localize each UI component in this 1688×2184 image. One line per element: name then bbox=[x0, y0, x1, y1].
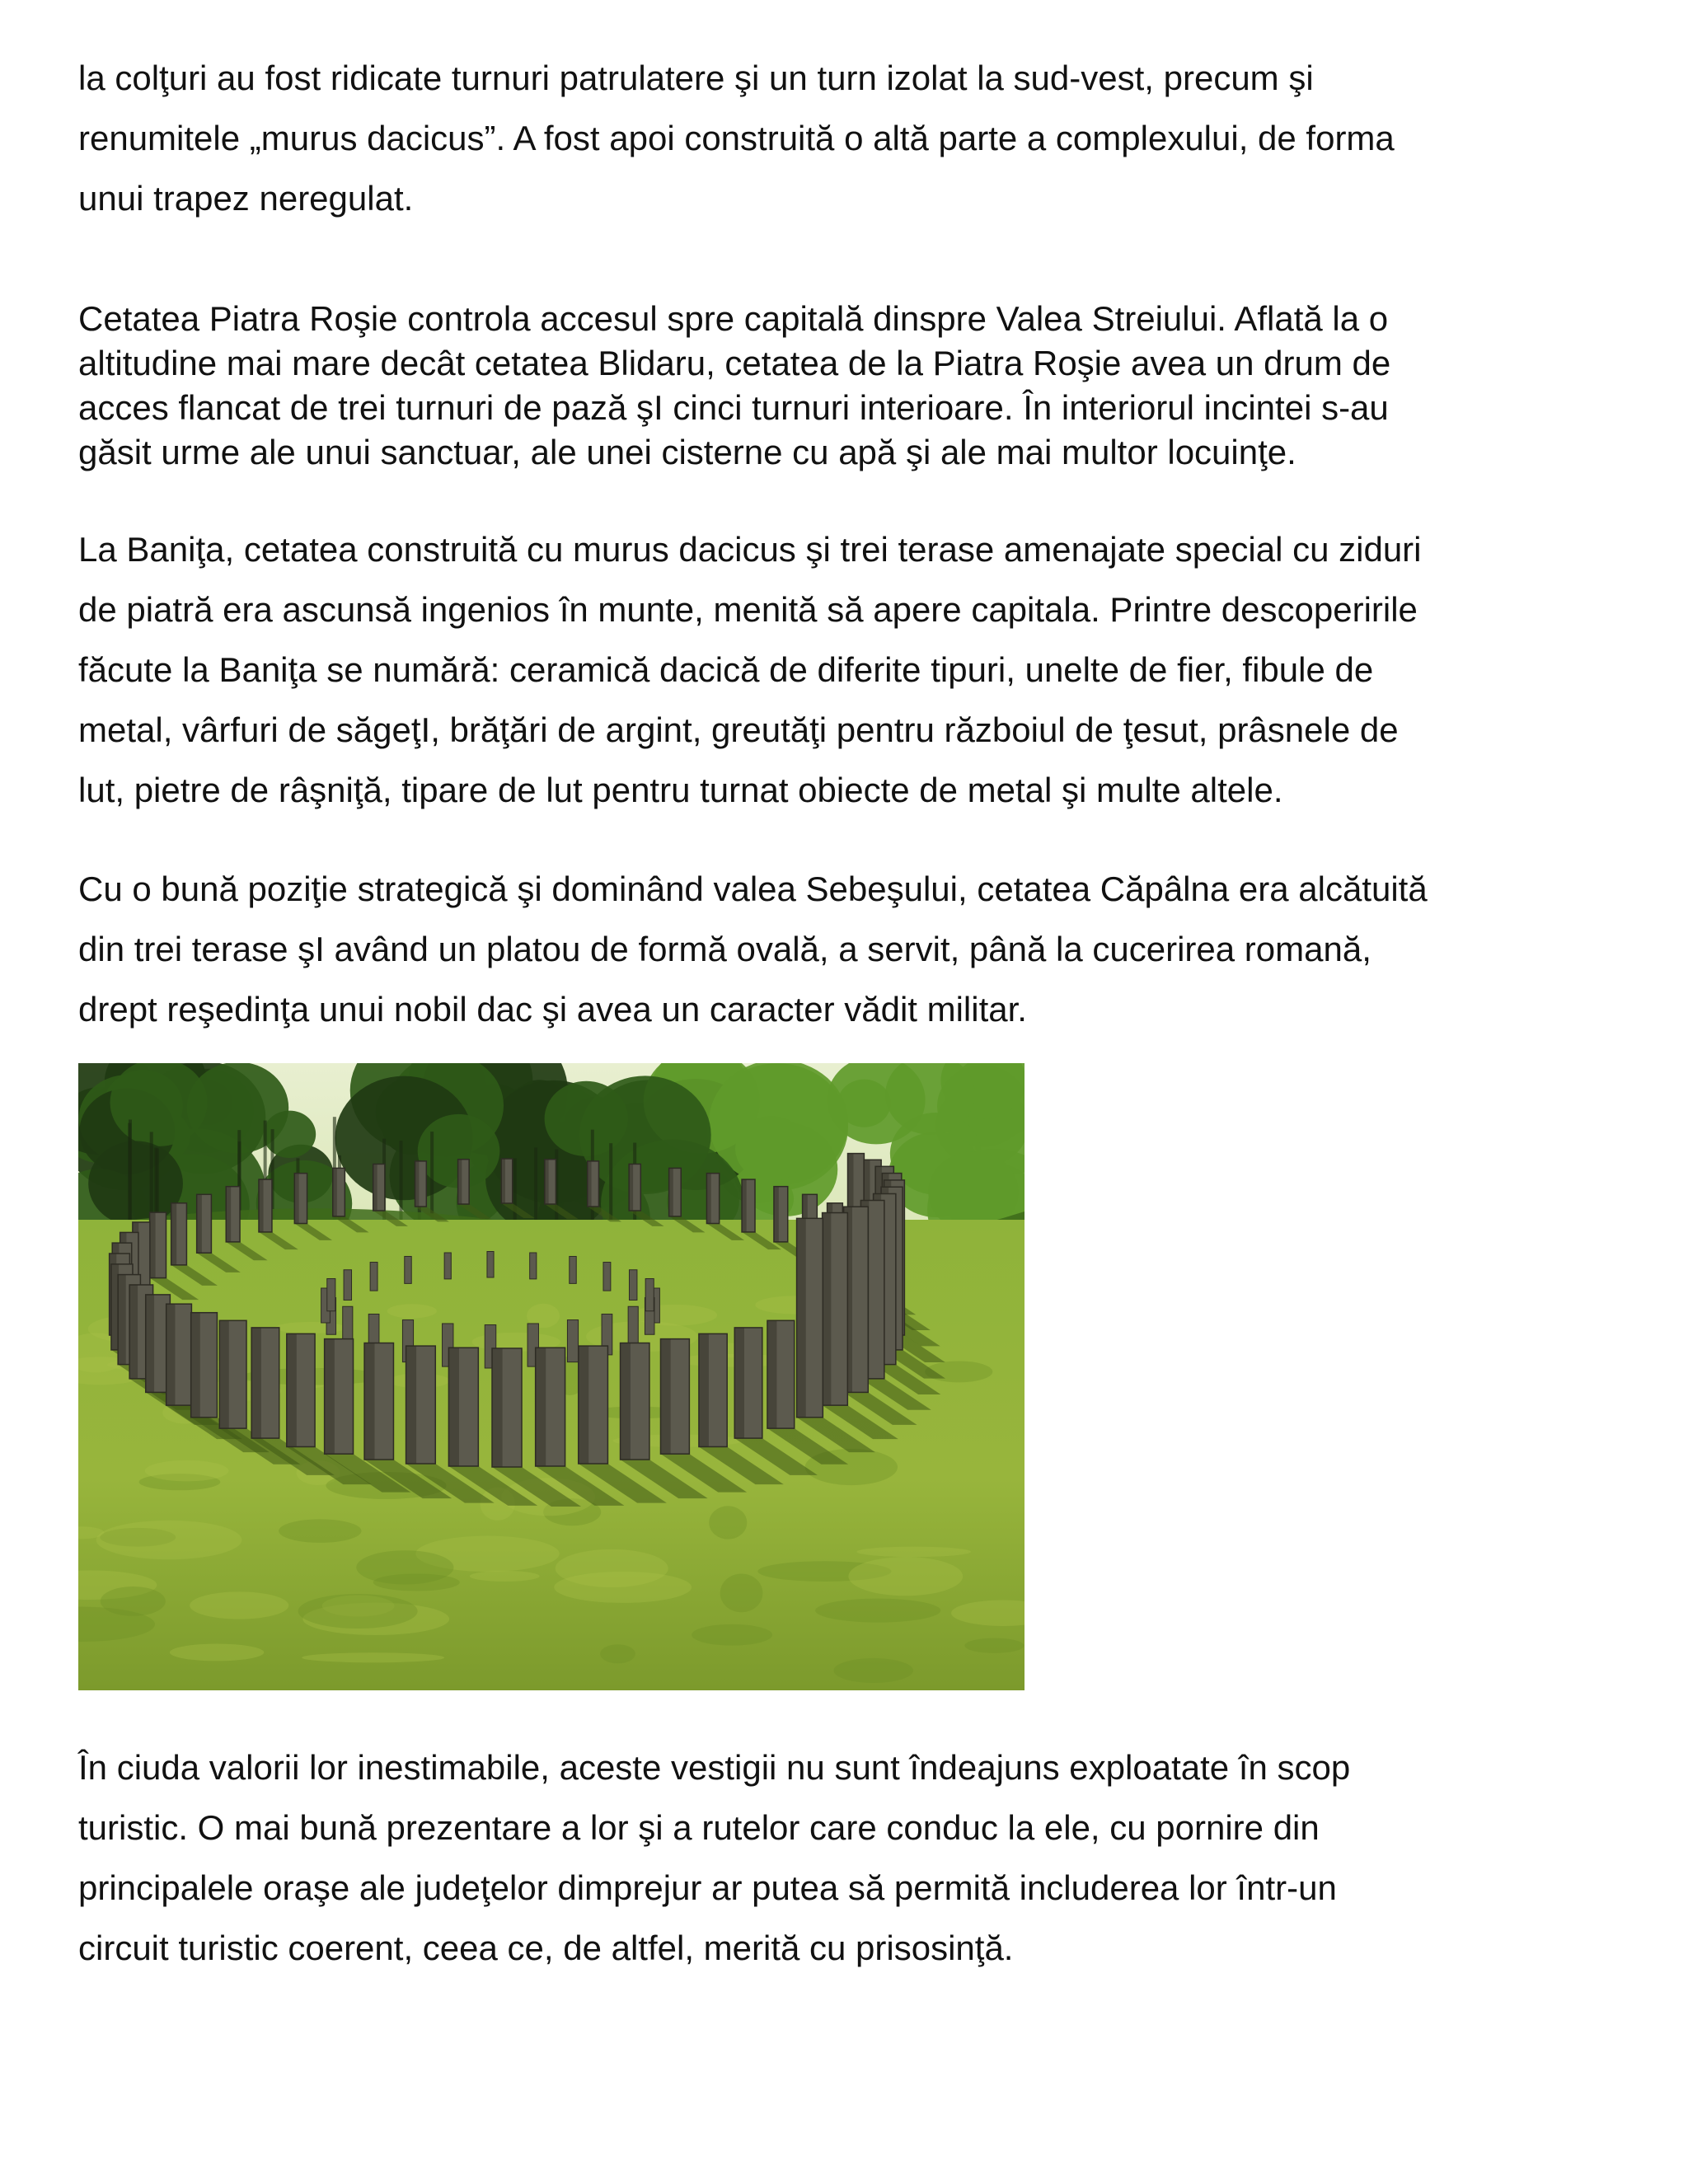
post-shade bbox=[191, 1313, 200, 1418]
grass-patch bbox=[692, 1624, 772, 1646]
post-shade bbox=[492, 1348, 503, 1467]
grass-patch bbox=[964, 1638, 1024, 1653]
post-shade bbox=[325, 1339, 335, 1455]
post-shade bbox=[501, 1159, 505, 1203]
text-line: la colţuri au fost ridicate turnuri patrulatere şi un turn izolat la sud-vest, precum şi bbox=[78, 59, 1314, 97]
inner-post bbox=[567, 1320, 578, 1362]
text-line: În ciuda valorii lor inestimabile, aceste vestigii nu sunt îndeajuns exploatate în scop bbox=[78, 1748, 1351, 1787]
paragraph-banita bbox=[78, 519, 1644, 820]
grass-patch bbox=[302, 1652, 444, 1662]
post-shade bbox=[774, 1187, 779, 1242]
text-line: metal, vârfuri de săgeţI, brăţări de argint, greutăţi pentru războiul de ţesut, prâsnele de bbox=[78, 710, 1399, 749]
post-shade bbox=[458, 1160, 462, 1204]
text-line: unui trapez neregulat. bbox=[78, 179, 414, 218]
grass-patch bbox=[387, 1304, 437, 1318]
inner-post bbox=[327, 1278, 335, 1310]
text-line: renumitele „murus dacicus”. A fost apoi construită o altă parte a complexului, de forma bbox=[78, 119, 1395, 157]
post-shade bbox=[699, 1333, 709, 1446]
text-line: circuit turistic coerent, ceea ce, de altfel, merită cu prisosinţă. bbox=[78, 1929, 1014, 1967]
inner-post bbox=[530, 1253, 537, 1279]
post-shade bbox=[373, 1164, 377, 1211]
text-line: altitudine mai mare decât cetatea Blidaru, cetatea de la Piatra Roşie avea un drum de bbox=[78, 344, 1391, 382]
post-shade bbox=[767, 1320, 776, 1428]
post-shade bbox=[150, 1212, 156, 1277]
post-shade bbox=[742, 1179, 747, 1232]
post-shade bbox=[579, 1346, 589, 1464]
grass-patch bbox=[856, 1547, 971, 1558]
grass-patch bbox=[815, 1599, 940, 1623]
grass-patch bbox=[709, 1506, 747, 1539]
paragraph-piatra-rosie bbox=[78, 297, 1644, 475]
post-shade bbox=[364, 1343, 374, 1460]
text-line: Cetatea Piatra Roşie controla accesul spre capitală dinspre Valea Streiului. Aflată la o bbox=[78, 299, 1389, 338]
post-shade bbox=[226, 1187, 231, 1242]
tree-canopy bbox=[735, 1116, 808, 1181]
grass-patch bbox=[279, 1519, 361, 1543]
text-line: turistic. O mai bună prezentare a lor şi a rutelor care conduc la ele, cu pornire din bbox=[78, 1808, 1320, 1847]
post-shade bbox=[333, 1168, 337, 1216]
paragraph-tourism bbox=[78, 1737, 1644, 1978]
text-line: de piatră era ascunsă ingenios în munte, menită să apere capitala. Printre descoperirile bbox=[78, 590, 1418, 629]
post-shade bbox=[629, 1164, 633, 1211]
post-shade bbox=[545, 1160, 549, 1204]
post-shade bbox=[536, 1347, 546, 1466]
text-line: drept reşedinţa unui nobil dac şi avea un caracter vădit militar. bbox=[78, 990, 1027, 1029]
paragraph-towers bbox=[78, 48, 1644, 228]
post-shade bbox=[294, 1174, 298, 1224]
post-shade bbox=[287, 1333, 297, 1446]
post-shade bbox=[588, 1161, 592, 1207]
inner-post bbox=[628, 1306, 638, 1345]
post-shade bbox=[259, 1179, 264, 1232]
text-line: lut, pietre de râşniţă, tipare de lut pentru turnat obiecte de metal şi multe altele. bbox=[78, 771, 1283, 809]
text-line: principalele oraşe ale judeţelor dimprejur ar putea să permită includerea lor într-un bbox=[78, 1868, 1337, 1907]
sanctuary-illustration bbox=[78, 1063, 1025, 1690]
post-shade bbox=[734, 1328, 744, 1438]
inner-post bbox=[344, 1270, 351, 1301]
inner-post bbox=[603, 1263, 611, 1291]
grass-patch bbox=[190, 1591, 288, 1619]
post-shade bbox=[415, 1161, 420, 1207]
text-line: făcute la Baniţa se numără: ceramică dacică de diferite tipuri, unelte de fier, fibule de bbox=[78, 650, 1374, 689]
grass-patch bbox=[101, 1586, 166, 1616]
grass-patch bbox=[170, 1644, 264, 1661]
post-shade bbox=[197, 1194, 202, 1253]
tree-trunk bbox=[129, 1119, 132, 1235]
inner-post bbox=[370, 1263, 377, 1291]
post-shade bbox=[118, 1275, 126, 1365]
sanctuary-photo bbox=[78, 1063, 1025, 1690]
post-shade bbox=[219, 1320, 228, 1428]
post-shade bbox=[129, 1285, 138, 1379]
grass-patch bbox=[356, 1550, 453, 1584]
post-shade bbox=[251, 1328, 261, 1438]
post-shade bbox=[406, 1346, 417, 1464]
grass-patch bbox=[470, 1571, 540, 1582]
tree-canopy bbox=[545, 1081, 628, 1156]
text-line: La Baniţa, cetatea construită cu murus dacicus şi trei terase amenajate special cu ziduri bbox=[78, 530, 1422, 569]
grass-patch bbox=[720, 1574, 763, 1613]
post-shade bbox=[171, 1203, 177, 1265]
grass-patch bbox=[96, 1521, 242, 1559]
post-shade bbox=[166, 1304, 176, 1405]
inner-post bbox=[444, 1253, 451, 1279]
grass-patch bbox=[298, 1594, 418, 1629]
inner-post bbox=[405, 1256, 411, 1283]
text-line: din trei terase şI având un platou de formă ovală, a servit, până la cucerirea romană, bbox=[78, 930, 1372, 968]
post-shade bbox=[146, 1295, 154, 1393]
post-shade bbox=[669, 1168, 673, 1216]
grass-patch bbox=[554, 1572, 692, 1603]
text-line: acces flancat de trei turnuri de pază şI cinci turnuri interioare. În interiorul incintei s-au bbox=[78, 388, 1389, 427]
grass-patch bbox=[145, 1460, 229, 1482]
tree-canopy bbox=[88, 1141, 183, 1226]
post-shade bbox=[797, 1218, 806, 1417]
inner-post bbox=[645, 1278, 654, 1310]
inner-post bbox=[570, 1256, 576, 1283]
post-shade bbox=[706, 1174, 710, 1224]
inner-post bbox=[487, 1252, 494, 1278]
post-shade bbox=[660, 1339, 670, 1455]
paragraph-capalna bbox=[78, 859, 1644, 1039]
text-line: găsit urme ale unui sanctuar, ale unei cisterne cu apă şi ale mai multor locuinţe. bbox=[78, 433, 1296, 471]
grass-patch bbox=[600, 1644, 635, 1663]
text-line: Cu o bună poziţie strategică şi dominând valea Sebeşului, cetatea Căpâlna era alcătuită bbox=[78, 869, 1428, 908]
post-shade bbox=[448, 1347, 459, 1466]
inner-post bbox=[629, 1270, 636, 1301]
post-shade bbox=[621, 1343, 631, 1460]
grass-patch bbox=[833, 1658, 913, 1683]
post-shade bbox=[823, 1213, 832, 1406]
grass-patch bbox=[848, 1557, 963, 1596]
